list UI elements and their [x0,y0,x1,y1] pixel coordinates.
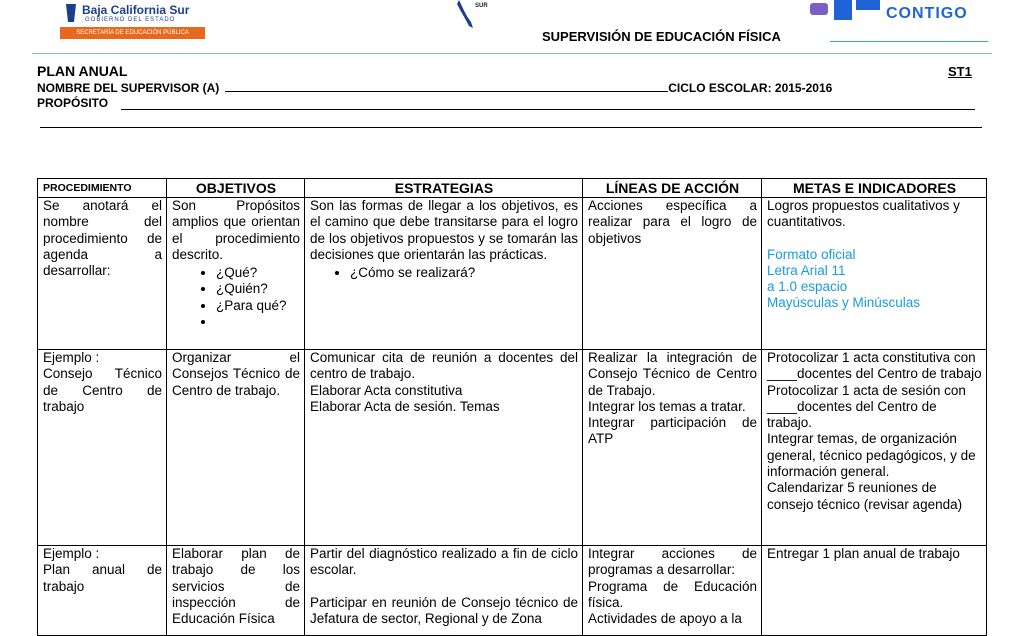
estrategia-line: Partir del diagnóstico realizado a fin de ciclo escolar. [310,546,578,578]
proposito-field[interactable] [121,109,975,110]
format-note: Formato oficial [767,246,856,262]
cell-lineas-de-accion [583,350,762,546]
header-divider [32,53,992,54]
metas-text: Logros propuestos cualitativos y cuantitativos. [767,198,960,230]
state-emblem-icon [62,2,80,24]
procedimiento-text: Plan anual de trabajo [43,562,162,594]
supervision-title-line [830,41,988,42]
cell-metas [762,350,987,546]
header-procedimiento: PROCEDIMIENTO [38,179,167,198]
format-note: Mayúsculas y Minúsculas [767,295,921,311]
list-item: • ¿Qué? [216,265,300,281]
cell-procedimiento [38,350,167,546]
meta-line: Protocolizar 1 acta de sesión con ____docentes del Centro de trabajo. [767,382,966,431]
estrategias-text: Son las formas de llegar a los objetivos, es el camino que debe transitarse para el logro de los objetivos propuestos y se tomarán las decisiones que orientarán las prácticas. [310,198,578,262]
cell-metas [762,198,987,350]
estrategia-line: Comunicar cita de reunión a docentes del centro de trabajo. [310,350,578,382]
estrategias-bullet-list [310,265,578,281]
example-label: Ejemplo : [43,350,100,365]
supervisor-row [37,81,832,95]
center-logo-caption: SUR [475,3,488,9]
logo-right-word: CONTIGO [886,5,968,22]
cell-estrategias [305,350,583,546]
ciclo-label: CICLO ESCOLAR: 2015-2016 [668,81,833,95]
cell-lineas-de-accion: Acciones específica a realizar para el logro de objetivos [583,198,762,350]
format-note: a 1.0 espacio [767,279,848,295]
plan-table [37,178,987,636]
sep-contigo-logo [808,0,983,28]
table-header-row [38,179,987,198]
procedimiento-text: Consejo Técnico de Centro de trabajo [43,366,162,414]
brand-mark-icon [808,0,883,26]
proposito-label: PROPÓSITO [37,96,109,110]
list-item: • ¿Para qué? [216,298,300,314]
list-item [216,314,300,330]
objetivos-bullet-list [172,265,300,330]
list-item: • ¿Cómo se realizará? [350,265,578,281]
cell-lineas-de-accion [583,546,762,636]
cell-estrategias [305,546,583,636]
meta-line: Protocolizar 1 acta constitutiva con ____docentes del Centro de trabajo [767,350,982,382]
linea-line: Integrar acciones de programas a desarrollar: [588,546,757,578]
linea-line: Integrar participación de ATP [588,415,757,447]
estrategia-line: Elaborar Acta de sesión. Temas [310,398,500,414]
supervisor-label: NOMBRE DEL SUPERVISOR (A) [37,81,220,95]
linea-line: Actividades de apoyo a la [588,611,742,627]
header-lineas-de-accion: LÍNEAS DE ACCIÓN [583,179,762,198]
table-row [38,198,987,350]
supervision-title: SUPERVISIÓN DE EDUCACIÓN FÍSICA [542,29,781,44]
estrategia-line: Elaborar Acta constitutiva [310,382,463,398]
supervisor-name-field[interactable] [225,81,668,92]
objetivos-text: Son Propósitos amplios que orientan el procedimiento descrito. [172,198,300,262]
linea-line: Programa de Educación física. [588,578,757,610]
logo-left-subtitle: GOBIERNO DEL ESTADO [85,17,176,23]
example-label: Ejemplo : [43,546,100,561]
baja-california-sur-logo [60,0,205,42]
cell-objetivos [167,198,305,350]
cell-objetivos: Elaborar plan de trabajo de los servicios de inspección de Educación Física [167,546,305,636]
cell-metas: Entregar 1 plan anual de trabajo [762,546,987,636]
proposito-field-line-2[interactable] [40,127,982,128]
document-code: ST1 [948,64,972,79]
list-item: • ¿Quién? [216,281,300,297]
peninsula-icon [455,0,477,30]
header-estrategias: ESTRATEGIAS [305,179,583,198]
cell-objetivos: Organizar el Consejos Técnico de Centro de trabajo. [167,350,305,546]
plan-title: PLAN ANUAL [37,63,128,79]
cell-estrategias [305,198,583,350]
cell-procedimiento [38,546,167,636]
estrategia-line: Participar en reunión de Consejo técnico de Jefatura de sector, Regional y de Zona [310,594,578,626]
table-row [38,546,987,636]
cell-procedimiento: Se anotará el nombre del procedimiento de agenda a desarrollar: [38,198,167,350]
header-metas-e-indicadores: METAS E INDICADORES [762,179,987,198]
header-objetivos: OBJETIVOS [167,179,305,198]
table-row [38,350,987,546]
center-logo [455,0,515,30]
meta-line: Calendarizar 5 reuniones de consejo técnico (revisar agenda) [767,480,963,512]
format-note: Letra Arial 11 [767,262,846,278]
linea-line: Integrar los temas a tratar. [588,398,746,414]
logo-left-bar: SECRETARÍA DE EDUCACIÓN PÚBLICA [60,27,205,39]
logo-left-title: Baja California Sur [82,3,190,17]
linea-line: Realizar la integración de Consejo Técnico de Centro de Trabajo. [588,350,757,398]
meta-line: Integrar temas, de organización general, técnico pedagógicos, y de información general. [767,431,976,480]
